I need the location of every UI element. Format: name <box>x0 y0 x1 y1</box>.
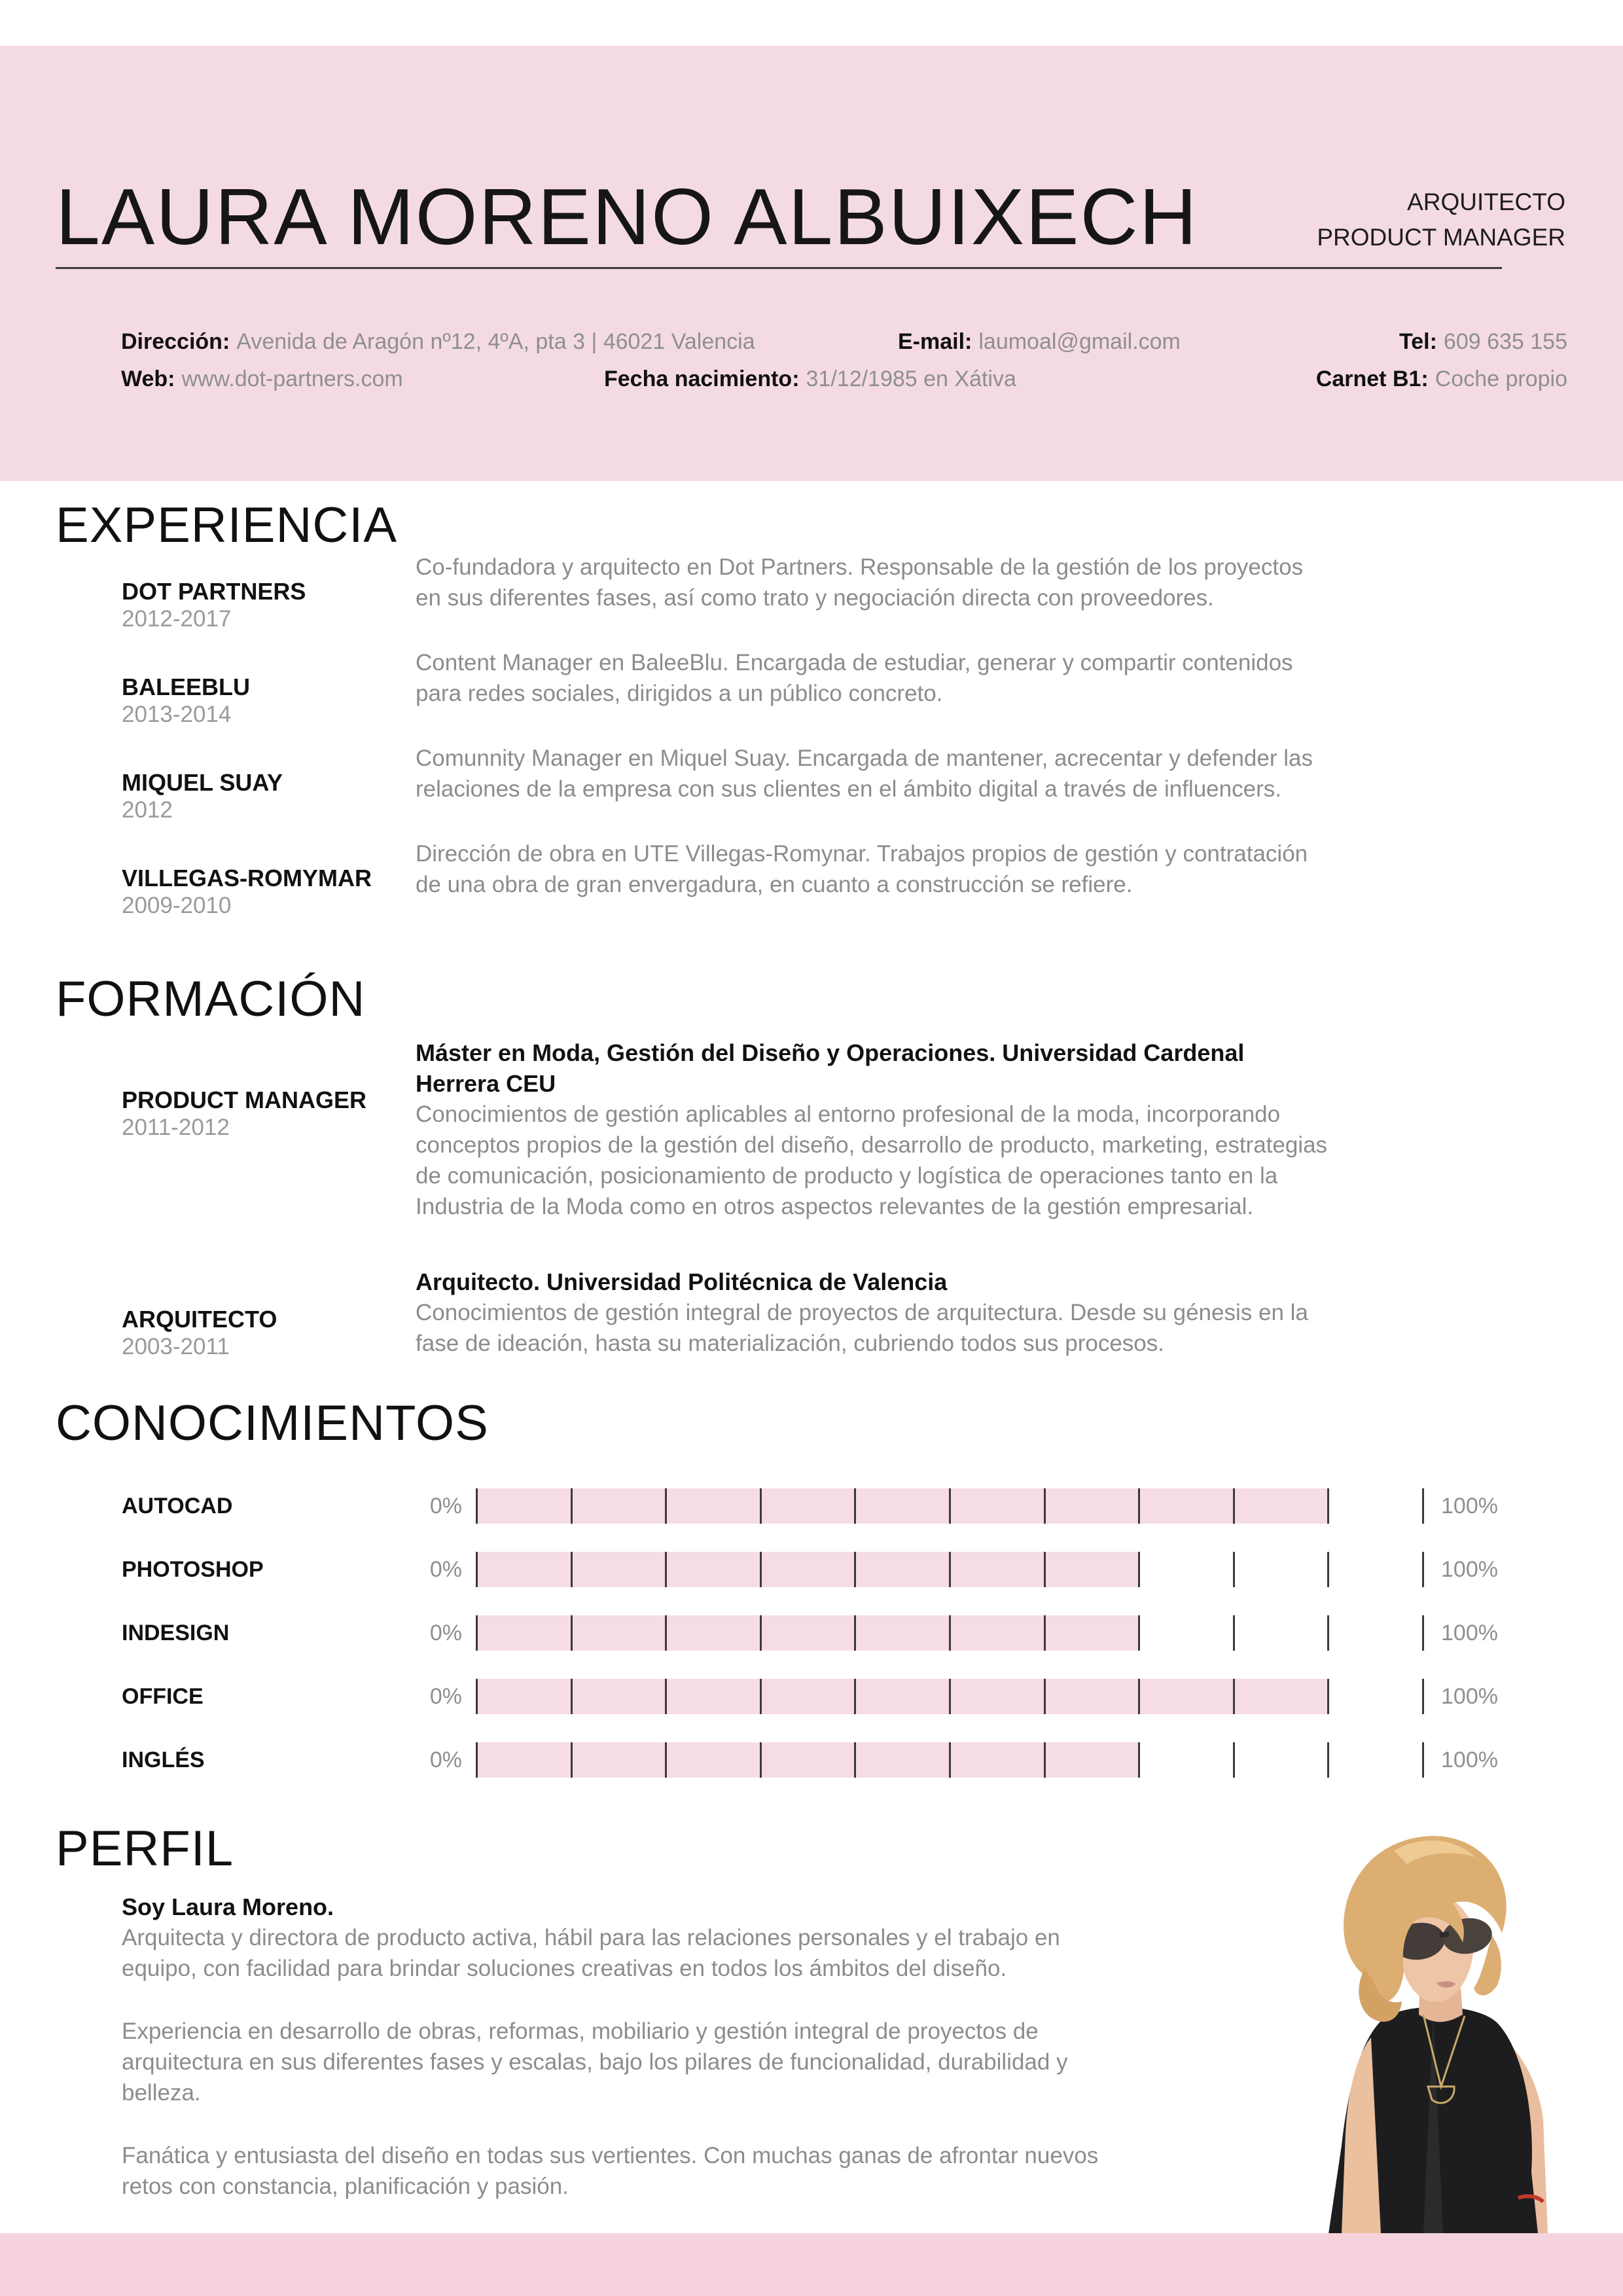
skill-tick <box>571 1552 573 1587</box>
contact-label: Dirección: <box>121 329 230 354</box>
header-divider <box>56 267 1502 269</box>
education-description: Conocimientos de gestión aplicables al entorno profesional de la moda, incorporando conceptos propios de la gestión del diseño, desarrollo de producto, marketing, estrategias de comunicación, posicionamiento de producto y logística de operaciones tanto en la Industria de la Moda como en otros aspectos relevantes de la gestión empresarial. <box>416 1102 1328 1219</box>
scale-max-label: 100% <box>1441 1556 1498 1582</box>
experience-description: Dirección de obra en UTE Villegas-Romynar. Trabajos propios de gestión y contratación de una obra de gran envergadura, en cuanto a construcción se refiere. <box>416 841 1308 897</box>
skill-tick <box>476 1742 478 1778</box>
skill-tick <box>1138 1679 1140 1714</box>
education-row <box>122 1037 1623 1222</box>
date-range: 2003-2011 <box>122 1334 230 1359</box>
contact-fecha-nacimiento <box>604 365 1016 393</box>
experience-row <box>122 552 1623 633</box>
skill-name: INGLÉS <box>122 1747 205 1772</box>
scale-min-label: 0% <box>429 1747 462 1772</box>
company-name: BALEEBLU <box>122 673 250 700</box>
skill-tick <box>1422 1552 1424 1587</box>
job-title-1: ARQUITECTO <box>1407 188 1565 215</box>
skill-tick <box>1422 1742 1424 1778</box>
skill-tick <box>665 1615 667 1651</box>
degree-label: ARQUITECTO <box>122 1306 277 1333</box>
contact-label: E-mail: <box>898 329 972 354</box>
skill-tick <box>571 1488 573 1524</box>
skill-tick <box>1138 1742 1140 1778</box>
profile-block <box>122 1892 1123 2202</box>
skill-tick <box>1233 1615 1235 1651</box>
scale-max-label: 100% <box>1441 1493 1498 1518</box>
skill-name: AUTOCAD <box>122 1493 233 1518</box>
contact-direccion <box>121 327 755 356</box>
education-detail <box>416 1266 1332 1361</box>
contact-value: Avenida de Aragón nº12, 4ºA, pta 3 | 46021 Valencia <box>236 329 755 354</box>
date-range: 2013-2014 <box>122 702 232 727</box>
profile-heading: PERFIL <box>56 1821 234 1876</box>
contact-value: 31/12/1985 en Xátiva <box>806 367 1016 391</box>
skill-tick <box>760 1679 762 1714</box>
education-detail <box>416 1037 1332 1222</box>
experience-meta <box>122 552 416 633</box>
profile-photo-image <box>1302 1805 1564 2234</box>
contact-label: Web: <box>121 367 175 391</box>
skill-tick <box>949 1679 951 1714</box>
scale-min-label: 0% <box>429 1493 462 1518</box>
skill-tick <box>1044 1488 1046 1524</box>
contact-row-2 <box>0 365 1623 393</box>
skill-tick <box>1138 1552 1140 1587</box>
skill-bar-fill <box>476 1742 1139 1778</box>
profile-paragraph: Arquitecta y directora de producto activa, hábil para las relaciones personales y el trabajo en equipo, con facilidad para brindar soluciones creativas en todos los ámbitos del diseño. <box>122 1925 1060 1981</box>
experience-heading: EXPERIENCIA <box>56 497 398 553</box>
education-description: Conocimientos de gestión integral de proyectos de arquitectura. Desde su génesis en la fase de ideación, hasta su materialización, cubriendo todos sus procesos. <box>416 1300 1308 1356</box>
skill-tick <box>476 1488 478 1524</box>
footer-band <box>0 2233 1623 2296</box>
skill-tick <box>1044 1742 1046 1778</box>
date-range: 2012 <box>122 797 173 823</box>
skill-tick <box>1044 1552 1046 1587</box>
skill-tick <box>1044 1615 1046 1651</box>
experience-row <box>122 743 1623 824</box>
skill-tick <box>571 1742 573 1778</box>
scale-max-label: 100% <box>1441 1620 1498 1645</box>
date-range: 2011-2012 <box>122 1115 230 1140</box>
skill-tick <box>1422 1615 1424 1651</box>
skill-row <box>122 1615 1623 1651</box>
skill-tick <box>476 1552 478 1587</box>
education-meta <box>122 1037 416 1222</box>
experience-meta <box>122 743 416 824</box>
skills-list <box>0 1488 1623 1778</box>
skill-tick <box>760 1615 762 1651</box>
skills-heading: CONOCIMIENTOS <box>56 1395 489 1451</box>
skill-bar-fill <box>476 1488 1328 1524</box>
contact-value: Coche propio <box>1435 367 1567 391</box>
contact-value: laumoal@gmail.com <box>978 329 1181 354</box>
contact-value: www.dot-partners.com <box>181 367 403 391</box>
scale-min-label: 0% <box>429 1620 462 1645</box>
skill-tick <box>1233 1742 1235 1778</box>
skill-bar-track <box>476 1742 1423 1778</box>
experience-description: Co-fundadora y arquitecto en Dot Partners. Responsable de la gestión de los proyectos en sus diferentes fases, así como trato y negociación directa con proveedores. <box>416 554 1304 611</box>
contact-label: Fecha nacimiento: <box>604 367 800 391</box>
skill-tick <box>665 1742 667 1778</box>
job-title-2: PRODUCT MANAGER <box>1317 224 1565 251</box>
skill-tick <box>854 1679 856 1714</box>
skill-tick <box>949 1488 951 1524</box>
skill-tick <box>854 1488 856 1524</box>
contact-value: 609 635 155 <box>1443 329 1567 354</box>
skill-tick <box>949 1552 951 1587</box>
scale-max-label: 100% <box>1441 1683 1498 1709</box>
skill-name: INDESIGN <box>122 1620 230 1645</box>
skill-row <box>122 1679 1623 1714</box>
skill-tick <box>571 1679 573 1714</box>
skill-tick <box>760 1488 762 1524</box>
skill-tick <box>665 1679 667 1714</box>
header-band <box>0 46 1623 481</box>
skill-tick <box>665 1552 667 1587</box>
contact-row-1 <box>0 327 1623 356</box>
education-row <box>122 1266 1623 1361</box>
experience-description: Comunnity Manager en Miquel Suay. Encargada de mantener, acrecentar y defender las relaciones de la empresa con sus clientes en el ámbito digital a través de influencers. <box>416 745 1313 802</box>
skill-tick <box>571 1615 573 1651</box>
skill-tick <box>1233 1488 1235 1524</box>
skill-tick <box>1327 1742 1329 1778</box>
experience-meta <box>122 838 416 920</box>
profile-photo <box>1302 1805 1564 2234</box>
page-title: LAURA MORENO ALBUIXECH <box>56 172 1198 261</box>
skill-tick <box>1044 1679 1046 1714</box>
skill-tick <box>1422 1488 1424 1524</box>
skill-tick <box>1233 1679 1235 1714</box>
skill-row <box>122 1488 1623 1524</box>
skill-bar-track <box>476 1552 1423 1587</box>
skill-tick <box>1327 1488 1329 1524</box>
company-name: VILLEGAS-ROMYMAR <box>122 865 372 891</box>
skill-tick <box>760 1552 762 1587</box>
scale-min-label: 0% <box>429 1683 462 1709</box>
company-name: MIQUEL SUAY <box>122 769 283 796</box>
skill-tick <box>1327 1552 1329 1587</box>
skill-tick <box>854 1552 856 1587</box>
profile-paragraph: Experiencia en desarrollo de obras, reformas, mobiliario y gestión integral de proyectos de arquitectura en sus diferentes fases y escalas, bajo los pilares de funcionalidad, durabilidad y belleza. <box>122 2018 1068 2106</box>
degree-title: Máster en Moda, Gestión del Diseño y Operaciones. Universidad Cardenal Herrera CEU <box>416 1039 1245 1097</box>
skill-tick <box>1138 1488 1140 1524</box>
contact-label: Tel: <box>1399 329 1437 354</box>
skill-tick <box>1327 1679 1329 1714</box>
skill-bar-fill <box>476 1615 1139 1651</box>
skill-tick <box>476 1679 478 1714</box>
profile-paragraph: Fanática y entusiasta del diseño en todas sus vertientes. Con muchas ganas de afrontar nuevos retos con constancia, planificación y pasión. <box>122 2143 1099 2199</box>
education-heading: FORMACIÓN <box>56 971 366 1027</box>
skill-tick <box>1327 1615 1329 1651</box>
skill-tick <box>854 1615 856 1651</box>
date-range: 2009-2010 <box>122 893 232 918</box>
experience-row <box>122 647 1623 728</box>
experience-row <box>122 838 1623 920</box>
education-meta <box>122 1266 416 1361</box>
skill-tick <box>1422 1679 1424 1714</box>
skill-tick <box>854 1742 856 1778</box>
experience-description: Content Manager en BaleeBlu. Encargada de estudiar, generar y compartir contenidos para redes sociales, dirigidos a un público concreto. <box>416 650 1293 706</box>
contact-web <box>121 365 403 393</box>
skill-bar-fill <box>476 1679 1328 1714</box>
skill-name: OFFICE <box>122 1683 204 1709</box>
skill-tick <box>949 1615 951 1651</box>
skill-tick <box>949 1742 951 1778</box>
skill-row <box>122 1742 1623 1778</box>
skill-bar-track <box>476 1488 1423 1524</box>
company-name: DOT PARTNERS <box>122 578 306 605</box>
skill-name: PHOTOSHOP <box>122 1556 264 1582</box>
skill-tick <box>1233 1552 1235 1587</box>
contact-label: Carnet B1: <box>1315 367 1429 391</box>
job-titles <box>1317 185 1565 255</box>
skill-tick <box>476 1615 478 1651</box>
profile-intro: Soy Laura Moreno. <box>122 1893 334 1920</box>
skill-tick <box>760 1742 762 1778</box>
experience-meta <box>122 647 416 728</box>
scale-min-label: 0% <box>429 1556 462 1582</box>
skill-tick <box>1138 1615 1140 1651</box>
skill-tick <box>665 1488 667 1524</box>
contact-carnet <box>1316 365 1567 393</box>
skill-row <box>122 1552 1623 1587</box>
scale-max-label: 100% <box>1441 1747 1498 1772</box>
contact-email <box>898 327 1181 356</box>
degree-label: PRODUCT MANAGER <box>122 1086 366 1113</box>
skill-bar-track <box>476 1615 1423 1651</box>
degree-title: Arquitecto. Universidad Politécnica de Valencia <box>416 1268 948 1295</box>
contact-tel <box>1399 327 1567 356</box>
skill-bar-fill <box>476 1552 1139 1587</box>
skill-bar-track <box>476 1679 1423 1714</box>
date-range: 2012-2017 <box>122 606 232 632</box>
